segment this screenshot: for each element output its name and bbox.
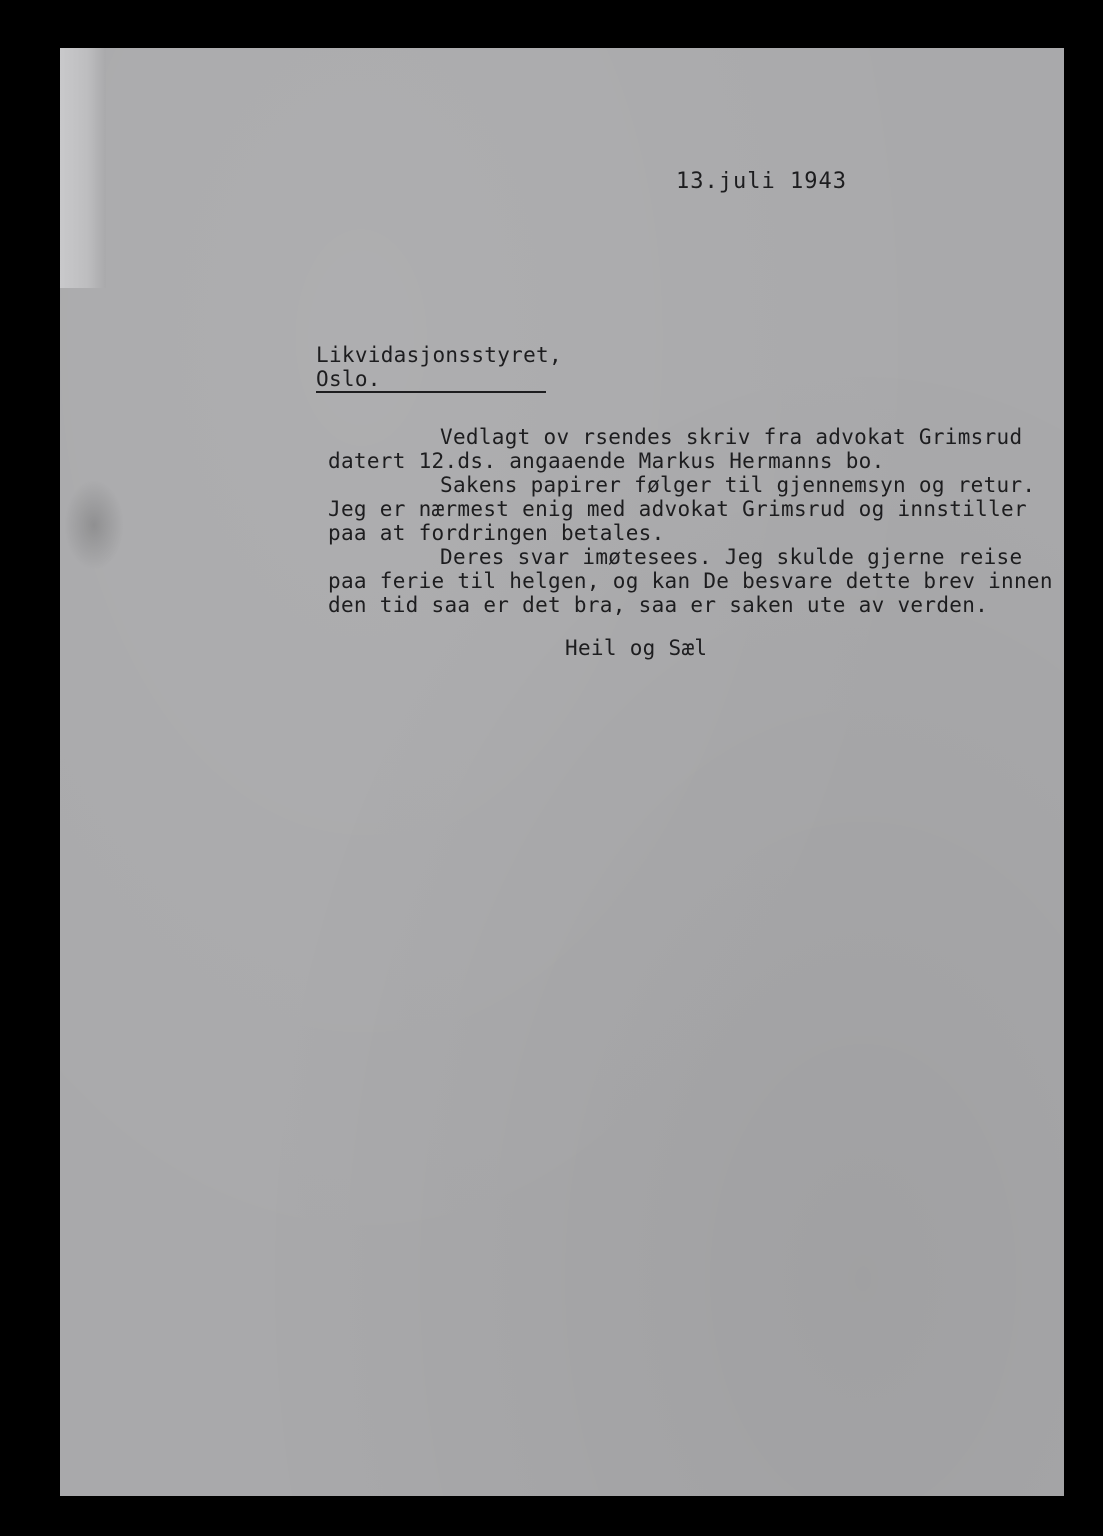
recipient-name: Likvidasjonsstyret,: [316, 343, 562, 367]
body-line: Vedlagt ov rsendes skriv fra advokat Grimsrud: [440, 425, 1023, 449]
recipient-underline: [316, 391, 546, 393]
closing-salutation: Heil og Sæl: [565, 636, 708, 660]
body-line: datert 12.ds. angaaende Markus Hermanns bo.: [328, 449, 885, 473]
body-line: paa ferie til helgen, og kan De besvare dette brev innen: [328, 569, 1053, 593]
body-line: Jeg er nærmest enig med advokat Grimsrud og innstiller: [328, 497, 1027, 521]
paper-fold-edge: [60, 48, 106, 288]
body-line: Deres svar imøtesees. Jeg skulde gjerne reise: [440, 545, 1023, 569]
paper-sheet: [60, 48, 1064, 1496]
recipient-city: Oslo.: [316, 367, 381, 391]
paper-stain: [64, 480, 124, 570]
body-line: paa at fordringen betales.: [328, 521, 665, 545]
body-line: den tid saa er det bra, saa er saken ute av verden.: [328, 593, 989, 617]
body-line: Sakens papirer følger til gjennemsyn og retur.: [440, 473, 1036, 497]
letter-date: 13.juli 1943: [676, 169, 847, 194]
